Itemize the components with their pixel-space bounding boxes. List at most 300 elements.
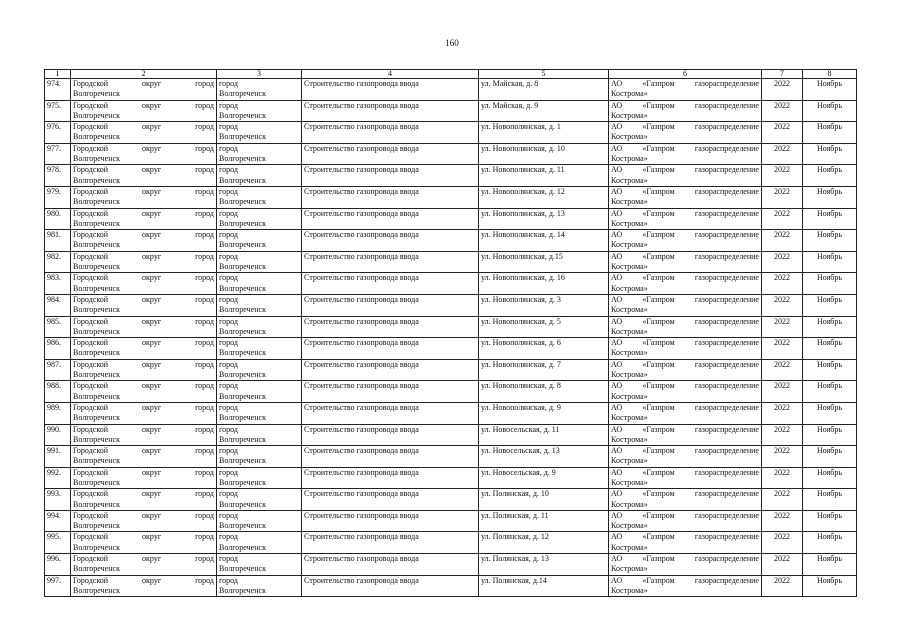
work-type-cell: Строительство газопровода ввода — [302, 381, 479, 403]
organization-word: «Газпром — [642, 316, 675, 326]
district-word: город — [195, 294, 214, 304]
table-row — [45, 100, 857, 122]
month-cell: Ноябрь — [803, 316, 857, 338]
district-cell — [71, 359, 217, 381]
organization-word: «Газпром — [642, 381, 675, 391]
row-number-cell: 986. — [45, 338, 71, 360]
organization-word: АО — [611, 100, 623, 110]
settlement-line2: Волгореченск — [219, 521, 266, 531]
settlement-line2: Волгореченск — [219, 262, 266, 272]
column-header-1: 1 — [45, 70, 71, 79]
organization-first-line — [611, 101, 759, 111]
row-number-cell: 975. — [45, 100, 71, 122]
district-tail: Волгореченск — [73, 175, 120, 185]
row-number-cell: 978. — [45, 165, 71, 187]
organization-cell — [609, 338, 762, 360]
district-word: Городской — [73, 230, 109, 240]
settlement-line2: Волгореченск — [219, 154, 266, 164]
district-tail: Волгореченск — [73, 521, 120, 531]
month-cell: Ноябрь — [803, 338, 857, 360]
district-first-line — [73, 101, 214, 111]
organization-tail: Кострома» — [611, 391, 648, 401]
district-word: округ — [142, 122, 162, 132]
page-number: 160 — [445, 38, 459, 48]
district-word: город — [195, 359, 214, 369]
district-first-line — [73, 511, 214, 521]
district-cell — [71, 532, 217, 554]
district-word: город — [195, 402, 214, 412]
district-word: округ — [142, 338, 162, 348]
district-cell — [71, 165, 217, 187]
district-cell — [71, 273, 217, 295]
organization-cell — [609, 575, 762, 597]
address-cell: ул. Новополянская, д. 9 — [479, 402, 609, 424]
settlement-cell — [217, 79, 302, 101]
organization-word: газораспределение — [694, 294, 759, 304]
work-type-cell: Строительство газопровода ввода — [302, 532, 479, 554]
year-cell: 2022 — [762, 208, 803, 230]
district-word: город — [195, 208, 214, 218]
table-row — [45, 424, 857, 446]
year-cell: 2022 — [762, 230, 803, 252]
organization-word: «Газпром — [642, 79, 675, 88]
organization-first-line — [611, 511, 759, 521]
year-cell: 2022 — [762, 251, 803, 273]
settlement-line1: город — [219, 230, 238, 240]
district-tail: Волгореченск — [73, 564, 120, 574]
organization-tail: Кострома» — [611, 283, 648, 293]
work-type-cell: Строительство газопровода ввода — [302, 79, 479, 101]
row-number-cell: 993. — [45, 489, 71, 511]
settlement-cell — [217, 510, 302, 532]
address-cell: ул. Новополянская, д. 10 — [479, 143, 609, 165]
district-word: Городской — [73, 402, 109, 412]
row-number-cell: 983. — [45, 273, 71, 295]
district-word: Городской — [73, 208, 109, 218]
table-row — [45, 79, 857, 101]
district-first-line — [73, 122, 214, 132]
district-cell — [71, 251, 217, 273]
organization-tail: Кострома» — [611, 326, 648, 336]
organization-first-line — [611, 252, 759, 262]
settlement-line1: город — [219, 424, 238, 434]
district-first-line — [73, 252, 214, 262]
district-tail: Волгореченск — [73, 477, 120, 487]
settlement-line1: город — [219, 402, 238, 412]
district-word: округ — [142, 402, 162, 412]
organization-tail: Кострома» — [611, 305, 648, 315]
year-cell: 2022 — [762, 273, 803, 295]
month-cell: Ноябрь — [803, 489, 857, 511]
organization-word: АО — [611, 467, 623, 477]
district-cell — [71, 424, 217, 446]
district-cell — [71, 338, 217, 360]
organization-word: АО — [611, 294, 623, 304]
work-type-cell: Строительство газопровода ввода — [302, 575, 479, 597]
settlement-line2: Волгореченск — [219, 456, 266, 466]
settlement-line2: Волгореченск — [219, 391, 266, 401]
settlement-cell — [217, 316, 302, 338]
organization-word: «Газпром — [642, 532, 675, 542]
settlement-cell — [217, 575, 302, 597]
organization-tail: Кострома» — [611, 175, 648, 185]
organization-word: АО — [611, 424, 623, 434]
organization-tail: Кострома» — [611, 434, 648, 444]
district-cell — [71, 489, 217, 511]
row-number-cell: 979. — [45, 186, 71, 208]
settlement-line1: город — [219, 143, 238, 153]
work-type-cell: Строительство газопровода ввода — [302, 230, 479, 252]
settlement-cell — [217, 100, 302, 122]
settlement-line2: Волгореченск — [219, 326, 266, 336]
settlement-line2: Волгореченск — [219, 434, 266, 444]
district-first-line — [73, 295, 214, 305]
organization-tail: Кострома» — [611, 456, 648, 466]
district-word: округ — [142, 316, 162, 326]
organization-cell — [609, 273, 762, 295]
work-type-cell: Строительство газопровода ввода — [302, 294, 479, 316]
organization-word: газораспределение — [694, 165, 759, 175]
month-cell: Ноябрь — [803, 381, 857, 403]
address-cell: ул. Полянская, д. 11 — [479, 510, 609, 532]
table-header — [45, 70, 857, 79]
settlement-line1: город — [219, 489, 238, 499]
year-cell: 2022 — [762, 381, 803, 403]
organization-tail: Кострома» — [611, 521, 648, 531]
month-cell: Ноябрь — [803, 359, 857, 381]
work-type-cell: Строительство газопровода ввода — [302, 122, 479, 144]
settlement-cell — [217, 402, 302, 424]
organization-word: АО — [611, 554, 623, 564]
row-number-cell: 997. — [45, 575, 71, 597]
work-type-cell: Строительство газопровода ввода — [302, 554, 479, 576]
organization-word: АО — [611, 79, 623, 88]
organization-word: газораспределение — [694, 381, 759, 391]
organization-first-line — [611, 403, 759, 413]
district-first-line — [73, 403, 214, 413]
year-cell: 2022 — [762, 575, 803, 597]
district-cell — [71, 100, 217, 122]
organization-cell — [609, 381, 762, 403]
settlement-cell — [217, 143, 302, 165]
organization-tail: Кострома» — [611, 564, 648, 574]
organization-word: газораспределение — [694, 424, 759, 434]
organization-tail: Кострома» — [611, 89, 648, 99]
settlement-cell — [217, 208, 302, 230]
district-cell — [71, 510, 217, 532]
district-word: округ — [142, 359, 162, 369]
row-number-cell: 988. — [45, 381, 71, 403]
work-type-cell: Строительство газопровода ввода — [302, 186, 479, 208]
organization-word: АО — [611, 273, 623, 283]
district-first-line — [73, 144, 214, 154]
month-cell: Ноябрь — [803, 230, 857, 252]
organization-first-line — [611, 360, 759, 370]
district-first-line — [73, 165, 214, 175]
settlement-line1: город — [219, 575, 238, 585]
district-cell — [71, 208, 217, 230]
row-number-cell: 989. — [45, 402, 71, 424]
district-cell — [71, 575, 217, 597]
organization-word: газораспределение — [694, 230, 759, 240]
district-cell — [71, 294, 217, 316]
organization-word: «Газпром — [642, 208, 675, 218]
row-number-cell: 992. — [45, 467, 71, 489]
row-number-cell: 985. — [45, 316, 71, 338]
address-cell: ул. Новосельская, д. 9 — [479, 467, 609, 489]
table-row — [45, 489, 857, 511]
district-word: Городской — [73, 338, 109, 348]
organization-word: «Газпром — [642, 100, 675, 110]
settlement-cell — [217, 251, 302, 273]
organization-word: «Газпром — [642, 186, 675, 196]
work-type-cell: Строительство газопровода ввода — [302, 273, 479, 295]
row-number-cell: 990. — [45, 424, 71, 446]
organization-word: «Газпром — [642, 294, 675, 304]
settlement-cell — [217, 165, 302, 187]
settlement-line1: город — [219, 208, 238, 218]
settlement-line1: город — [219, 532, 238, 542]
organization-first-line — [611, 144, 759, 154]
organization-word: АО — [611, 251, 623, 261]
district-word: город — [195, 186, 214, 196]
settlement-line2: Волгореченск — [219, 477, 266, 487]
address-cell: ул. Полянская, д. 12 — [479, 532, 609, 554]
column-header-7: 7 — [762, 70, 803, 79]
organization-first-line — [611, 165, 759, 175]
organization-cell — [609, 165, 762, 187]
year-cell: 2022 — [762, 316, 803, 338]
settlement-line1: город — [219, 554, 238, 564]
district-word: Городской — [73, 79, 109, 88]
district-first-line — [73, 381, 214, 391]
year-cell: 2022 — [762, 489, 803, 511]
work-type-cell: Строительство газопровода ввода — [302, 165, 479, 187]
table-row — [45, 402, 857, 424]
month-cell: Ноябрь — [803, 575, 857, 597]
district-cell — [71, 554, 217, 576]
work-type-cell: Строительство газопровода ввода — [302, 338, 479, 360]
organization-word: газораспределение — [694, 100, 759, 110]
organization-tail: Кострома» — [611, 197, 648, 207]
district-word: город — [195, 489, 214, 499]
year-cell: 2022 — [762, 554, 803, 576]
row-number-cell: 977. — [45, 143, 71, 165]
address-cell: ул. Новополянская, д.15 — [479, 251, 609, 273]
settlement-line1: город — [219, 467, 238, 477]
table-row — [45, 208, 857, 230]
row-number-cell: 991. — [45, 446, 71, 468]
district-word: город — [195, 143, 214, 153]
district-word: округ — [142, 230, 162, 240]
table-row — [45, 467, 857, 489]
organization-tail: Кострома» — [611, 413, 648, 423]
organization-word: «Газпром — [642, 402, 675, 412]
organization-word: «Газпром — [642, 338, 675, 348]
work-type-cell: Строительство газопровода ввода — [302, 402, 479, 424]
organization-cell — [609, 251, 762, 273]
organization-tail: Кострома» — [611, 240, 648, 250]
organization-word: АО — [611, 143, 623, 153]
organization-first-line — [611, 446, 759, 456]
row-number-cell: 974. — [45, 79, 71, 101]
district-tail: Волгореченск — [73, 326, 120, 336]
settlement-line2: Волгореченск — [219, 240, 266, 250]
district-word: округ — [142, 532, 162, 542]
organization-word: газораспределение — [694, 446, 759, 456]
table-row — [45, 554, 857, 576]
work-type-cell: Строительство газопровода ввода — [302, 208, 479, 230]
district-word: город — [195, 100, 214, 110]
column-header-8: 8 — [803, 70, 857, 79]
district-first-line — [73, 489, 214, 499]
district-word: Городской — [73, 316, 109, 326]
settlement-line1: город — [219, 273, 238, 283]
organization-word: газораспределение — [694, 467, 759, 477]
column-header-5: 5 — [479, 70, 609, 79]
month-cell: Ноябрь — [803, 402, 857, 424]
organization-cell — [609, 402, 762, 424]
settlement-line1: город — [219, 510, 238, 520]
organization-word: газораспределение — [694, 510, 759, 520]
settlement-cell — [217, 424, 302, 446]
settlement-cell — [217, 338, 302, 360]
organization-tail: Кострома» — [611, 262, 648, 272]
settlement-line1: город — [219, 446, 238, 456]
organization-cell — [609, 100, 762, 122]
row-number-cell: 976. — [45, 122, 71, 144]
address-cell: ул. Полянская, д.14 — [479, 575, 609, 597]
organization-word: газораспределение — [694, 316, 759, 326]
organization-cell — [609, 554, 762, 576]
year-cell: 2022 — [762, 100, 803, 122]
district-word: Городской — [73, 165, 109, 175]
district-word: Городской — [73, 294, 109, 304]
settlement-cell — [217, 554, 302, 576]
organization-word: газораспределение — [694, 186, 759, 196]
table-row — [45, 338, 857, 360]
district-cell — [71, 402, 217, 424]
district-tail: Волгореченск — [73, 218, 120, 228]
organization-word: «Газпром — [642, 575, 675, 585]
organization-first-line — [611, 295, 759, 305]
organization-word: АО — [611, 316, 623, 326]
district-cell — [71, 446, 217, 468]
work-type-cell: Строительство газопровода ввода — [302, 316, 479, 338]
table-row — [45, 143, 857, 165]
organization-first-line — [611, 273, 759, 283]
district-cell — [71, 186, 217, 208]
district-word: Городской — [73, 143, 109, 153]
row-number-cell: 987. — [45, 359, 71, 381]
year-cell: 2022 — [762, 424, 803, 446]
table-row — [45, 122, 857, 144]
address-cell: ул. Новополянская, д. 3 — [479, 294, 609, 316]
district-word: округ — [142, 79, 162, 88]
address-cell: ул. Новополянская, д. 6 — [479, 338, 609, 360]
organization-word: «Газпром — [642, 122, 675, 132]
address-cell: ул. Новополянская, д. 1 — [479, 122, 609, 144]
organization-word: «Газпром — [642, 446, 675, 456]
district-word: округ — [142, 143, 162, 153]
organization-word: газораспределение — [694, 122, 759, 132]
organization-first-line — [611, 338, 759, 348]
organization-word: АО — [611, 186, 623, 196]
organization-first-line — [611, 576, 759, 586]
work-type-cell: Строительство газопровода ввода — [302, 143, 479, 165]
organization-cell — [609, 510, 762, 532]
district-word: город — [195, 273, 214, 283]
settlement-line2: Волгореченск — [219, 197, 266, 207]
district-tail: Волгореченск — [73, 499, 120, 509]
district-tail: Волгореченск — [73, 434, 120, 444]
district-first-line — [73, 532, 214, 542]
district-word: Городской — [73, 251, 109, 261]
district-first-line — [73, 273, 214, 283]
address-cell: ул. Новополянская, д. 8 — [479, 381, 609, 403]
organization-word: газораспределение — [694, 143, 759, 153]
organization-word: АО — [611, 510, 623, 520]
settlement-line2: Волгореченск — [219, 348, 266, 358]
table-row — [45, 186, 857, 208]
address-cell: ул. Новополянская, д. 16 — [479, 273, 609, 295]
address-cell: ул. Новополянская, д. 14 — [479, 230, 609, 252]
district-word: Городской — [73, 467, 109, 477]
address-cell: ул. Новополянская, д. 13 — [479, 208, 609, 230]
organization-first-line — [611, 425, 759, 435]
organization-cell — [609, 424, 762, 446]
organization-first-line — [611, 122, 759, 132]
district-first-line — [73, 446, 214, 456]
organization-word: газораспределение — [694, 489, 759, 499]
district-cell — [71, 79, 217, 101]
organization-word: АО — [611, 165, 623, 175]
organization-word: газораспределение — [694, 79, 759, 88]
settlement-line2: Волгореченск — [219, 218, 266, 228]
district-word: город — [195, 316, 214, 326]
district-word: Городской — [73, 554, 109, 564]
year-cell: 2022 — [762, 294, 803, 316]
organization-cell — [609, 489, 762, 511]
district-word: округ — [142, 575, 162, 585]
organization-word: газораспределение — [694, 532, 759, 542]
table-row — [45, 532, 857, 554]
district-tail: Волгореченск — [73, 456, 120, 466]
address-cell: ул. Новополянская, д. 12 — [479, 186, 609, 208]
table-row — [45, 165, 857, 187]
settlement-line1: город — [219, 165, 238, 175]
settlement-cell — [217, 489, 302, 511]
organization-first-line — [611, 489, 759, 499]
gas-works-table — [44, 69, 857, 597]
organization-word: АО — [611, 446, 623, 456]
district-cell — [71, 230, 217, 252]
table-row — [45, 510, 857, 532]
district-first-line — [73, 79, 214, 89]
organization-word: «Газпром — [642, 424, 675, 434]
month-cell: Ноябрь — [803, 186, 857, 208]
organization-tail: Кострома» — [611, 154, 648, 164]
organization-word: газораспределение — [694, 359, 759, 369]
organization-cell — [609, 446, 762, 468]
organization-word: «Газпром — [642, 165, 675, 175]
district-first-line — [73, 230, 214, 240]
table-row — [45, 446, 857, 468]
column-header-4: 4 — [302, 70, 479, 79]
table-body — [45, 79, 857, 597]
organization-first-line — [611, 554, 759, 564]
year-cell: 2022 — [762, 143, 803, 165]
